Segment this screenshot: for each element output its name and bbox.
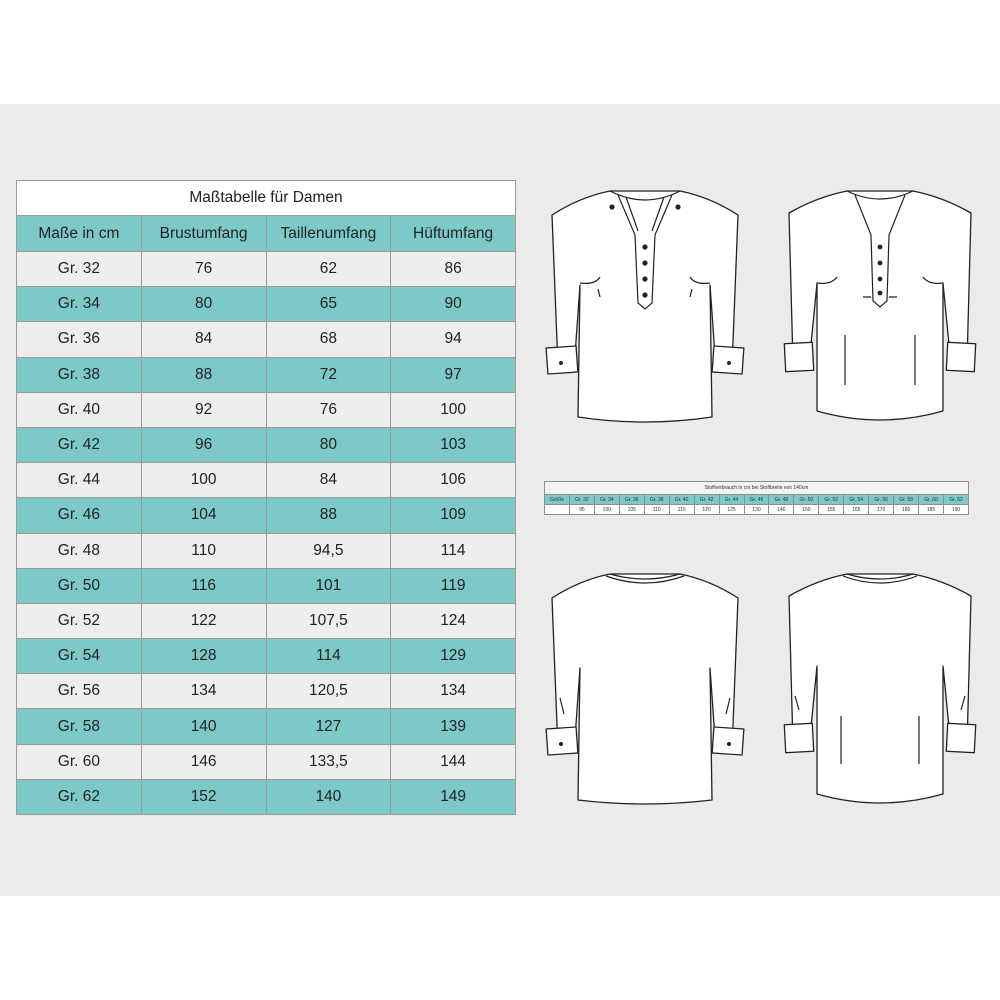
size-chart-table	[16, 180, 516, 815]
size-cell: Gr. 54	[17, 639, 142, 674]
table-row	[17, 357, 516, 392]
hip-cell: 86	[391, 252, 516, 287]
fabric-size-cell: Gr. 54	[844, 495, 869, 505]
fabric-value-cell: 165	[844, 505, 869, 515]
waist-cell: 84	[266, 463, 391, 498]
bust-cell: 152	[141, 779, 266, 814]
fabric-size-cell: Gr. 56	[869, 495, 894, 505]
hip-cell: 124	[391, 603, 516, 638]
fabric-value-cell: 125	[719, 505, 744, 515]
waist-cell: 114	[266, 639, 391, 674]
waist-cell: 140	[266, 779, 391, 814]
size-cell: Gr. 50	[17, 568, 142, 603]
table-row	[17, 779, 516, 814]
fabric-value-cell: 190	[944, 505, 969, 515]
fabric-size-cell: Gr. 58	[894, 495, 919, 505]
table-row	[17, 674, 516, 709]
table-row	[17, 252, 516, 287]
hip-cell: 103	[391, 427, 516, 462]
fabric-value-cell: 185	[919, 505, 944, 515]
bust-cell: 146	[141, 744, 266, 779]
waist-cell: 76	[266, 392, 391, 427]
hip-cell: 139	[391, 709, 516, 744]
fabric-size-cell: Gr. 50	[794, 495, 819, 505]
table-row	[17, 533, 516, 568]
bust-cell: 110	[141, 533, 266, 568]
bust-cell: 92	[141, 392, 266, 427]
size-cell: Gr. 34	[17, 287, 142, 322]
bust-cell: 84	[141, 322, 266, 357]
fabric-value-row	[545, 505, 969, 515]
waist-cell: 65	[266, 287, 391, 322]
bust-cell: 140	[141, 709, 266, 744]
hip-cell: 144	[391, 744, 516, 779]
fabric-size-cell: Gr. 52	[819, 495, 844, 505]
size-cell: Gr. 36	[17, 322, 142, 357]
fabric-value-cell: 95	[569, 505, 594, 515]
fabric-value-cell: 170	[869, 505, 894, 515]
fabric-value-cell: 150	[794, 505, 819, 515]
fabric-table-title: Stoffverbrauch in cm bei Stoffbreite von 140cm	[545, 482, 969, 495]
fabric-size-cell: Gr. 60	[919, 495, 944, 505]
size-cell: Gr. 58	[17, 709, 142, 744]
bust-cell: 122	[141, 603, 266, 638]
waist-cell: 62	[266, 252, 391, 287]
fabric-size-cell: Gr. 40	[669, 495, 694, 505]
header-hip: Hüftumfang	[391, 216, 516, 252]
fabric-value-cell: 115	[669, 505, 694, 515]
fabric-value-cell: 140	[769, 505, 794, 515]
fabric-value-cell: 105	[619, 505, 644, 515]
blouse-front-view-icon	[540, 185, 750, 430]
table-title: Maßtabelle für Damen	[17, 181, 516, 216]
waist-cell: 107,5	[266, 603, 391, 638]
fabric-value-cell: 180	[894, 505, 919, 515]
fabric-size-cell: Gr. 62	[944, 495, 969, 505]
hip-cell: 94	[391, 322, 516, 357]
fabric-value-cell: 155	[819, 505, 844, 515]
table-row	[17, 709, 516, 744]
hip-cell: 109	[391, 498, 516, 533]
table-title-row	[17, 181, 516, 216]
waist-cell: 120,5	[266, 674, 391, 709]
bust-cell: 80	[141, 287, 266, 322]
size-cell: Gr. 56	[17, 674, 142, 709]
table-row	[17, 427, 516, 462]
fabric-value-cell: 120	[694, 505, 719, 515]
hip-cell: 106	[391, 463, 516, 498]
bust-cell: 100	[141, 463, 266, 498]
bust-cell: 88	[141, 357, 266, 392]
waist-cell: 68	[266, 322, 391, 357]
hip-cell: 119	[391, 568, 516, 603]
waist-cell: 88	[266, 498, 391, 533]
fabric-title-row	[545, 482, 969, 495]
fabric-size-cell: Gr. 32	[569, 495, 594, 505]
bust-cell: 96	[141, 427, 266, 462]
size-cell: Gr. 62	[17, 779, 142, 814]
size-cell: Gr. 44	[17, 463, 142, 498]
table-row	[17, 744, 516, 779]
blouse-front-tucked-view-icon	[775, 185, 985, 430]
fabric-size-cell: Gr. 42	[694, 495, 719, 505]
bust-cell: 116	[141, 568, 266, 603]
bust-cell: 76	[141, 252, 266, 287]
table-row	[17, 463, 516, 498]
hip-cell: 129	[391, 639, 516, 674]
hip-cell: 90	[391, 287, 516, 322]
fabric-size-cell: Gr. 46	[744, 495, 769, 505]
size-cell: Gr. 42	[17, 427, 142, 462]
table-row	[17, 639, 516, 674]
hip-cell: 114	[391, 533, 516, 568]
fabric-value-cell: 100	[594, 505, 619, 515]
header-bust: Brustumfang	[141, 216, 266, 252]
header-measure: Maße in cm	[17, 216, 142, 252]
hip-cell: 100	[391, 392, 516, 427]
size-cell: Gr. 46	[17, 498, 142, 533]
size-cell: Gr. 60	[17, 744, 142, 779]
table-row	[17, 392, 516, 427]
size-cell: Gr. 52	[17, 603, 142, 638]
size-cell: Gr. 48	[17, 533, 142, 568]
waist-cell: 133,5	[266, 744, 391, 779]
fabric-size-cell: Gr. 36	[619, 495, 644, 505]
waist-cell: 72	[266, 357, 391, 392]
waist-cell: 101	[266, 568, 391, 603]
fabric-size-cell: Gr. 44	[719, 495, 744, 505]
fabric-value-label-cell	[545, 505, 570, 515]
table-header-row	[17, 216, 516, 252]
bust-cell: 104	[141, 498, 266, 533]
fabric-size-label: Größe	[545, 495, 570, 505]
table-row	[17, 568, 516, 603]
fabric-size-cell: Gr. 34	[594, 495, 619, 505]
hip-cell: 134	[391, 674, 516, 709]
fabric-size-row	[545, 495, 969, 505]
blouse-back-darts-view-icon	[775, 568, 985, 813]
size-cell: Gr. 32	[17, 252, 142, 287]
table-row	[17, 287, 516, 322]
hip-cell: 149	[391, 779, 516, 814]
fabric-size-cell: Gr. 38	[644, 495, 669, 505]
table-row	[17, 603, 516, 638]
table-row	[17, 498, 516, 533]
size-cell: Gr. 40	[17, 392, 142, 427]
bust-cell: 128	[141, 639, 266, 674]
fabric-value-cell: 130	[744, 505, 769, 515]
header-waist: Taillenumfang	[266, 216, 391, 252]
waist-cell: 94,5	[266, 533, 391, 568]
fabric-size-cell: Gr. 48	[769, 495, 794, 505]
table-row	[17, 322, 516, 357]
blouse-back-view-icon	[540, 568, 750, 813]
hip-cell: 97	[391, 357, 516, 392]
size-cell: Gr. 38	[17, 357, 142, 392]
bust-cell: 134	[141, 674, 266, 709]
waist-cell: 80	[266, 427, 391, 462]
fabric-value-cell: 110	[644, 505, 669, 515]
fabric-consumption-table	[544, 481, 969, 515]
waist-cell: 127	[266, 709, 391, 744]
